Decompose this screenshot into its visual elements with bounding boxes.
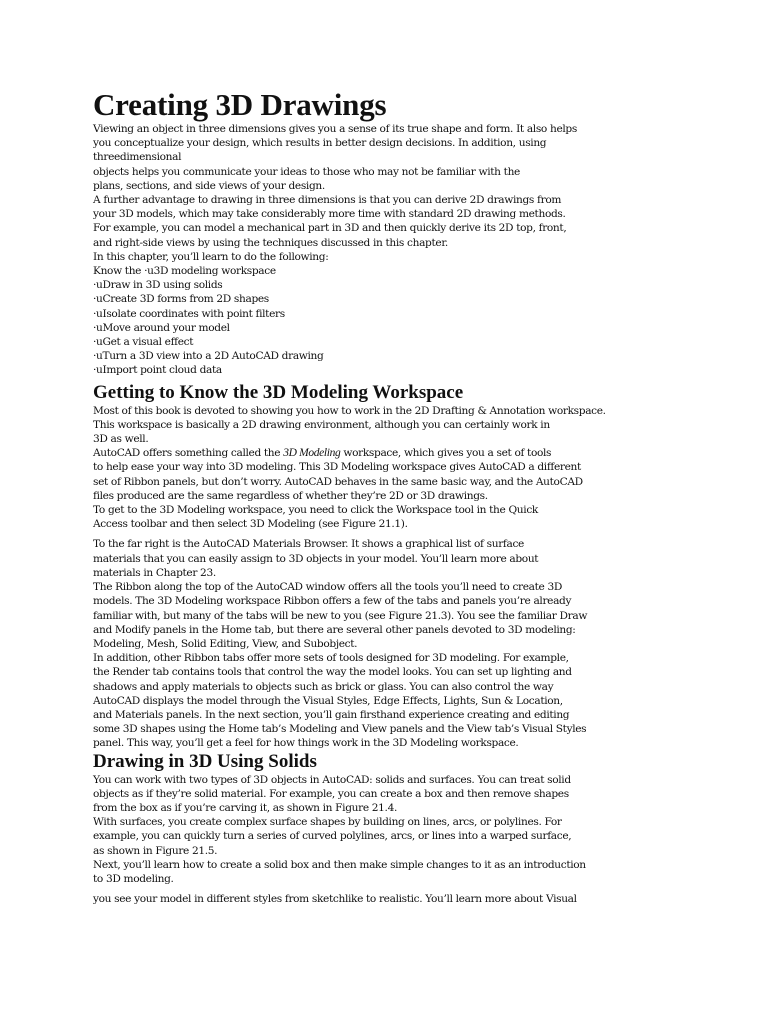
text-line: You can work with two types of 3D objects in AutoCAD: solids and surfaces. You can treat solid [93,773,571,786]
text-line: shadows and apply materials to objects such as brick or glass. You can also control the way [93,680,554,693]
text-line: to 3D modeling. [93,872,174,885]
text-line: as shown in Figure 21.5. [93,844,218,857]
text-line: ·uMove around your model [93,321,230,334]
text-line: ·uImport point cloud data [93,364,222,377]
text-line: Most of this book is devoted to showing you how to work in the 2D Drafting & Annotation workspace. [93,404,606,417]
text-line: Next, you’ll learn how to create a solid box and then make simple changes to it as an introduction [93,858,586,871]
text-line: In addition, other Ribbon tabs offer more sets of tools designed for 3D modeling. For example, [93,652,569,665]
text-line: you conceptualize your design, which results in better design decisions. In addition, using [93,137,547,150]
text-line: ·uDraw in 3D using solids [93,279,223,292]
page-title: Creating 3D Drawings [93,87,387,122]
text-line: materials that you can easily assign to 3D objects in your model. You’ll learn more about [93,552,539,565]
text-line: familiar with, but many of the tabs will be new to you (see Figure 21.3). You see the familiar Draw [93,609,588,622]
text-line: the Render tab contains tools that control the way the model looks. You can set up lighting and [93,666,572,679]
text-line: Viewing an object in three dimensions gives you a sense of its true shape and form. It also helps [93,123,577,135]
intro-paragraphs [93,122,693,378]
text-line-italic: AutoCAD offers something called the 3D Modeling workspace, which gives you a set of tools [93,447,552,460]
text-line: plans, sections, and side views of your design. [93,179,325,192]
text-line: you see your model in different styles from sketchlike to realistic. You’ll learn more about Visual [93,893,577,906]
text-line: materials in Chapter 23. [93,566,216,579]
text-line: and Modify panels in the Home tab, but there are several other panels devoted to 3D modeling: [93,623,576,636]
text-line: models. The 3D Modeling workspace Ribbon offers a few of the tabs and panels you’re already [93,595,572,608]
text-line: to help ease your way into 3D modeling. This 3D Modeling workspace gives AutoCAD a different [93,461,581,474]
section2-text-b [93,892,693,906]
text-line: Access toolbar and then select 3D Modeling (see Figure 21.1). [93,518,408,531]
text-line: For example, you can model a mechanical part in 3D and then quickly derive its 2D top, front, [93,222,567,235]
text-line: panel. This way, you’ll get a feel for how things work in the 3D Modeling workspace. [93,737,519,750]
text-line: AutoCAD displays the model through the Visual Styles, Edge Effects, Lights, Sun & Location, [93,694,563,707]
text-line: example, you can quickly turn a series of curved polylines, arcs, or lines into a warped surface, [93,830,572,843]
text-line: and Materials panels. In the next section, you’ll gain firsthand experience creating and editing [93,708,570,721]
text-line: ·uIsolate coordinates with point filters [93,307,285,320]
text-line: In this chapter, you’ll learn to do the following: [93,250,329,263]
text-line: set of Ribbon panels, but don’t worry. AutoCAD behaves in the same basic way, and the AutoCAD [93,475,583,488]
text-line: ·uGet a visual effect [93,336,194,349]
text-line: from the box as if you’re carving it, as shown in Figure 21.4. [93,801,397,814]
text-line: To the far right is the AutoCAD Materials Browser. It shows a graphical list of surface [93,538,524,551]
section-heading-drawing-solids: Drawing in 3D Using Solids [93,750,317,772]
section1-text-a [93,404,693,447]
text-line: 3D as well. [93,433,149,446]
section-heading-3d-workspace: Getting to Know the 3D Modeling Workspace [93,381,464,403]
section1-text-b [93,460,693,531]
text-line: objects as if they’re solid material. For example, you can create a box and then remove shapes [93,787,569,800]
text-line: With surfaces, you create complex surface shapes by building on lines, arcs, or polylines. For [93,816,562,829]
text-line: files produced are the same regardless of whether they’re 2D or 3D drawings. [93,489,488,502]
text-line: ·uTurn a 3D view into a 2D AutoCAD drawing [93,350,324,363]
section1-text-c [93,537,693,750]
italic-term: 3D Modeling [283,447,341,460]
text-line: A further advantage to drawing in three dimensions is that you can derive 2D drawings from [93,194,562,207]
text-line: The Ribbon along the top of the AutoCAD window offers all the tools you’ll need to create 3D [93,581,563,594]
text-line: This workspace is basically a 2D drawing environment, although you can certainly work in [93,418,550,431]
text-line: some 3D shapes using the Home tab’s Modeling and View panels and the View tab’s Visual Styles [93,723,587,736]
text-line: ·uCreate 3D forms from 2D shapes [93,293,269,306]
text-line: and right-side views by using the techniques discussed in this chapter. [93,236,448,249]
section2-text-a [93,773,693,887]
document-content [93,88,693,906]
text-line: your 3D models, which may take considerably more time with standard 2D drawing methods. [93,208,566,221]
text-line: objects helps you communicate your ideas to those who may not be familiar with the [93,165,520,178]
text-line: Know the ·u3D modeling workspace [93,265,276,278]
text-line: threedimensional [93,151,182,164]
text-line: To get to the 3D Modeling workspace, you need to click the Workspace tool in the Quick [93,504,538,517]
text-line: Modeling, Mesh, Solid Editing, View, and Subobject. [93,637,358,650]
